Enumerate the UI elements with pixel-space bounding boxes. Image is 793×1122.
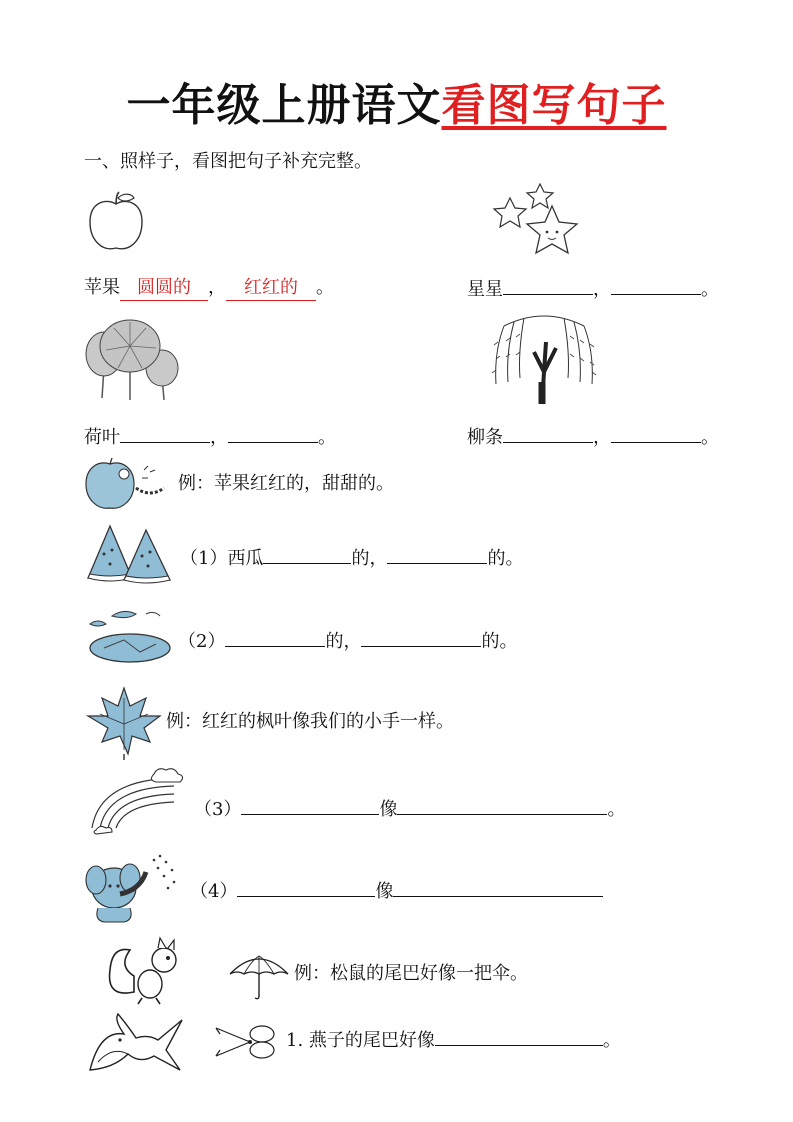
swallow-icon — [84, 1010, 184, 1078]
example-1: 例：苹果红红的，甜甜的。 — [178, 473, 394, 494]
rainbow-icon — [88, 766, 188, 838]
willow-blank-1[interactable] — [503, 424, 593, 443]
willow-subject: 柳条 — [467, 427, 503, 448]
q4-blank-2[interactable] — [393, 878, 603, 897]
willow-tree-icon — [484, 312, 604, 406]
example-2: 例：红红的枫叶像我们的小手一样。 — [166, 711, 454, 732]
apple-answer-2: 红红的 — [226, 276, 316, 301]
q2-mid: 的， — [325, 631, 362, 652]
apple-sentence — [84, 276, 334, 301]
q4-prefix: （4） — [190, 881, 238, 902]
q5-prefix: 1. 燕子的尾巴好像 — [286, 1030, 435, 1051]
q3-sentence — [194, 796, 625, 822]
q2-blank-2[interactable] — [361, 628, 481, 647]
section1-heading: 一、照样子，看图把句子补充完整。 — [84, 151, 372, 172]
q2-blank-1[interactable] — [225, 628, 325, 647]
q1-prefix: （1）西瓜 — [180, 548, 264, 569]
star-blank-2[interactable] — [611, 276, 701, 295]
pond-leaf-icon — [84, 604, 176, 666]
q3-blank-2[interactable] — [397, 796, 607, 815]
example-3: 例：松鼠的尾巴好像一把伞。 — [294, 963, 528, 984]
apple-end: 。 — [316, 277, 334, 298]
q1-mid: 的， — [351, 548, 388, 569]
stars-icon — [490, 180, 590, 262]
scissors-icon — [212, 1022, 278, 1062]
q3-end: 。 — [607, 799, 626, 820]
lotus-sentence — [84, 424, 336, 450]
lotus-subject: 荷叶 — [84, 427, 120, 448]
maple-leaf-icon — [84, 684, 164, 760]
star-sentence — [467, 276, 719, 302]
willow-sentence — [467, 424, 719, 450]
watermelon-icon — [84, 520, 176, 584]
apple-subject: 苹果 — [84, 277, 120, 298]
q3-blank-1[interactable] — [241, 796, 379, 815]
q4-mid: 像 — [375, 881, 394, 902]
lotus-blank-1[interactable] — [120, 424, 210, 443]
star-blank-1[interactable] — [503, 276, 593, 295]
title-red: 看图写句子 — [441, 80, 667, 131]
star-subject: 星星 — [467, 279, 503, 300]
q4-sentence — [190, 878, 603, 904]
q1-blank-1[interactable] — [263, 545, 351, 564]
q2-sentence — [178, 628, 517, 654]
q3-prefix: （3） — [194, 799, 242, 820]
q2-end: 的。 — [481, 631, 518, 652]
q1-sentence — [180, 545, 523, 571]
lotus-blank-2[interactable] — [228, 424, 318, 443]
q5-blank[interactable] — [435, 1027, 603, 1046]
q5-end: 。 — [602, 1030, 621, 1051]
lotus-leaves-icon — [84, 318, 184, 402]
q5-sentence — [286, 1027, 621, 1053]
elephant-icon — [84, 850, 184, 926]
q1-end: 的。 — [487, 548, 524, 569]
star-sep: ， — [593, 279, 611, 300]
q1-blank-2[interactable] — [387, 545, 487, 564]
willow-end: 。 — [701, 427, 719, 448]
willow-blank-2[interactable] — [611, 424, 701, 443]
page-title — [0, 78, 793, 134]
apple-sep: ， — [208, 277, 226, 298]
q3-mid: 像 — [379, 799, 398, 820]
q4-blank-1[interactable] — [237, 878, 375, 897]
umbrella-icon — [226, 948, 292, 1000]
star-end: 。 — [701, 279, 719, 300]
willow-sep: ， — [593, 427, 611, 448]
apple-icon — [84, 190, 148, 254]
q2-prefix: （2） — [178, 631, 226, 652]
apple-answer-1: 圆圆的 — [120, 276, 208, 301]
blue-apple-icon — [84, 458, 176, 512]
lotus-sep: ， — [210, 427, 228, 448]
lotus-end: 。 — [318, 427, 336, 448]
squirrel-icon — [104, 936, 186, 1006]
title-black: 一年级上册语文 — [126, 80, 442, 131]
